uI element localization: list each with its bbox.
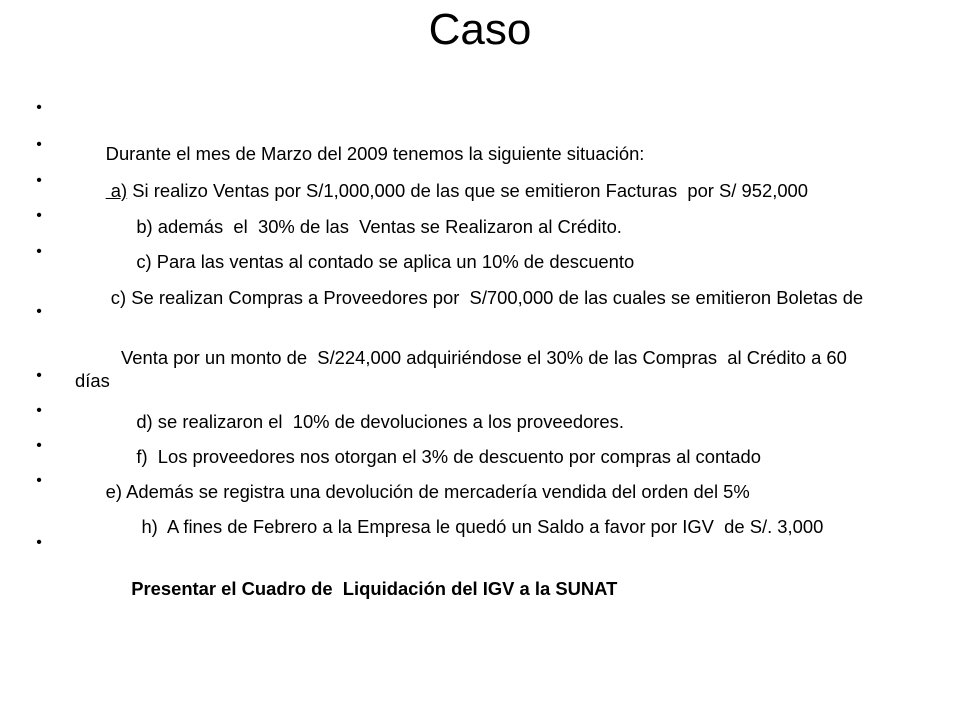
item-text: Durante el mes de Marzo del 2009 tenemos la siguiente situación: bbox=[105, 143, 645, 164]
item-text: Presentar el Cuadro de Liquidación del IGV a la SUNAT bbox=[105, 578, 618, 599]
item-text: c) Para las ventas al contado se aplica un 10% de descuento bbox=[105, 251, 635, 272]
item-text: Si realizo Ventas por S/1,000,000 de las que se emitieron Facturas por S/ 952,000 bbox=[127, 180, 809, 201]
slide-title: Caso bbox=[428, 5, 532, 54]
item-label: a) bbox=[105, 180, 128, 201]
bullet-icon: • bbox=[36, 136, 42, 153]
bullet-icon: • bbox=[36, 367, 42, 384]
bullet-icon: • bbox=[36, 99, 42, 116]
item-text: e) Además se registra una devolución de mercadería vendida del orden del 5% bbox=[105, 481, 750, 502]
bullet-icon: • bbox=[36, 303, 42, 320]
bullet-icon: • bbox=[36, 243, 42, 260]
bullet-icon: • bbox=[36, 207, 42, 224]
item-text: d) se realizaron el 10% de devoluciones a los proveedores. bbox=[105, 411, 624, 432]
item-text: b) además el 30% de las Ventas se Realizaron al Crédito. bbox=[105, 216, 622, 237]
bullet-icon: • bbox=[36, 472, 42, 489]
item-text: h) A fines de Febrero a la Empresa le quedó un Saldo a favor por IGV de S/. 3,000 bbox=[105, 516, 824, 537]
item-text: c) Se realizan Compras a Proveedores por S/700,000 de las cuales se emitieron Boletas de bbox=[105, 287, 864, 308]
list-item bbox=[36, 531, 895, 623]
bullet-icon: • bbox=[36, 402, 42, 419]
item-text: f) Los proveedores nos otorgan el 3% de descuento por compras al contado bbox=[105, 446, 761, 467]
bullet-icon: • bbox=[36, 172, 42, 189]
bullet-icon: • bbox=[36, 437, 42, 454]
bullet-icon: • bbox=[36, 534, 42, 551]
item-text: Venta por un monto de S/224,000 adquiriéndose el 30% de las Compras al Crédito a 60 días bbox=[75, 347, 863, 391]
